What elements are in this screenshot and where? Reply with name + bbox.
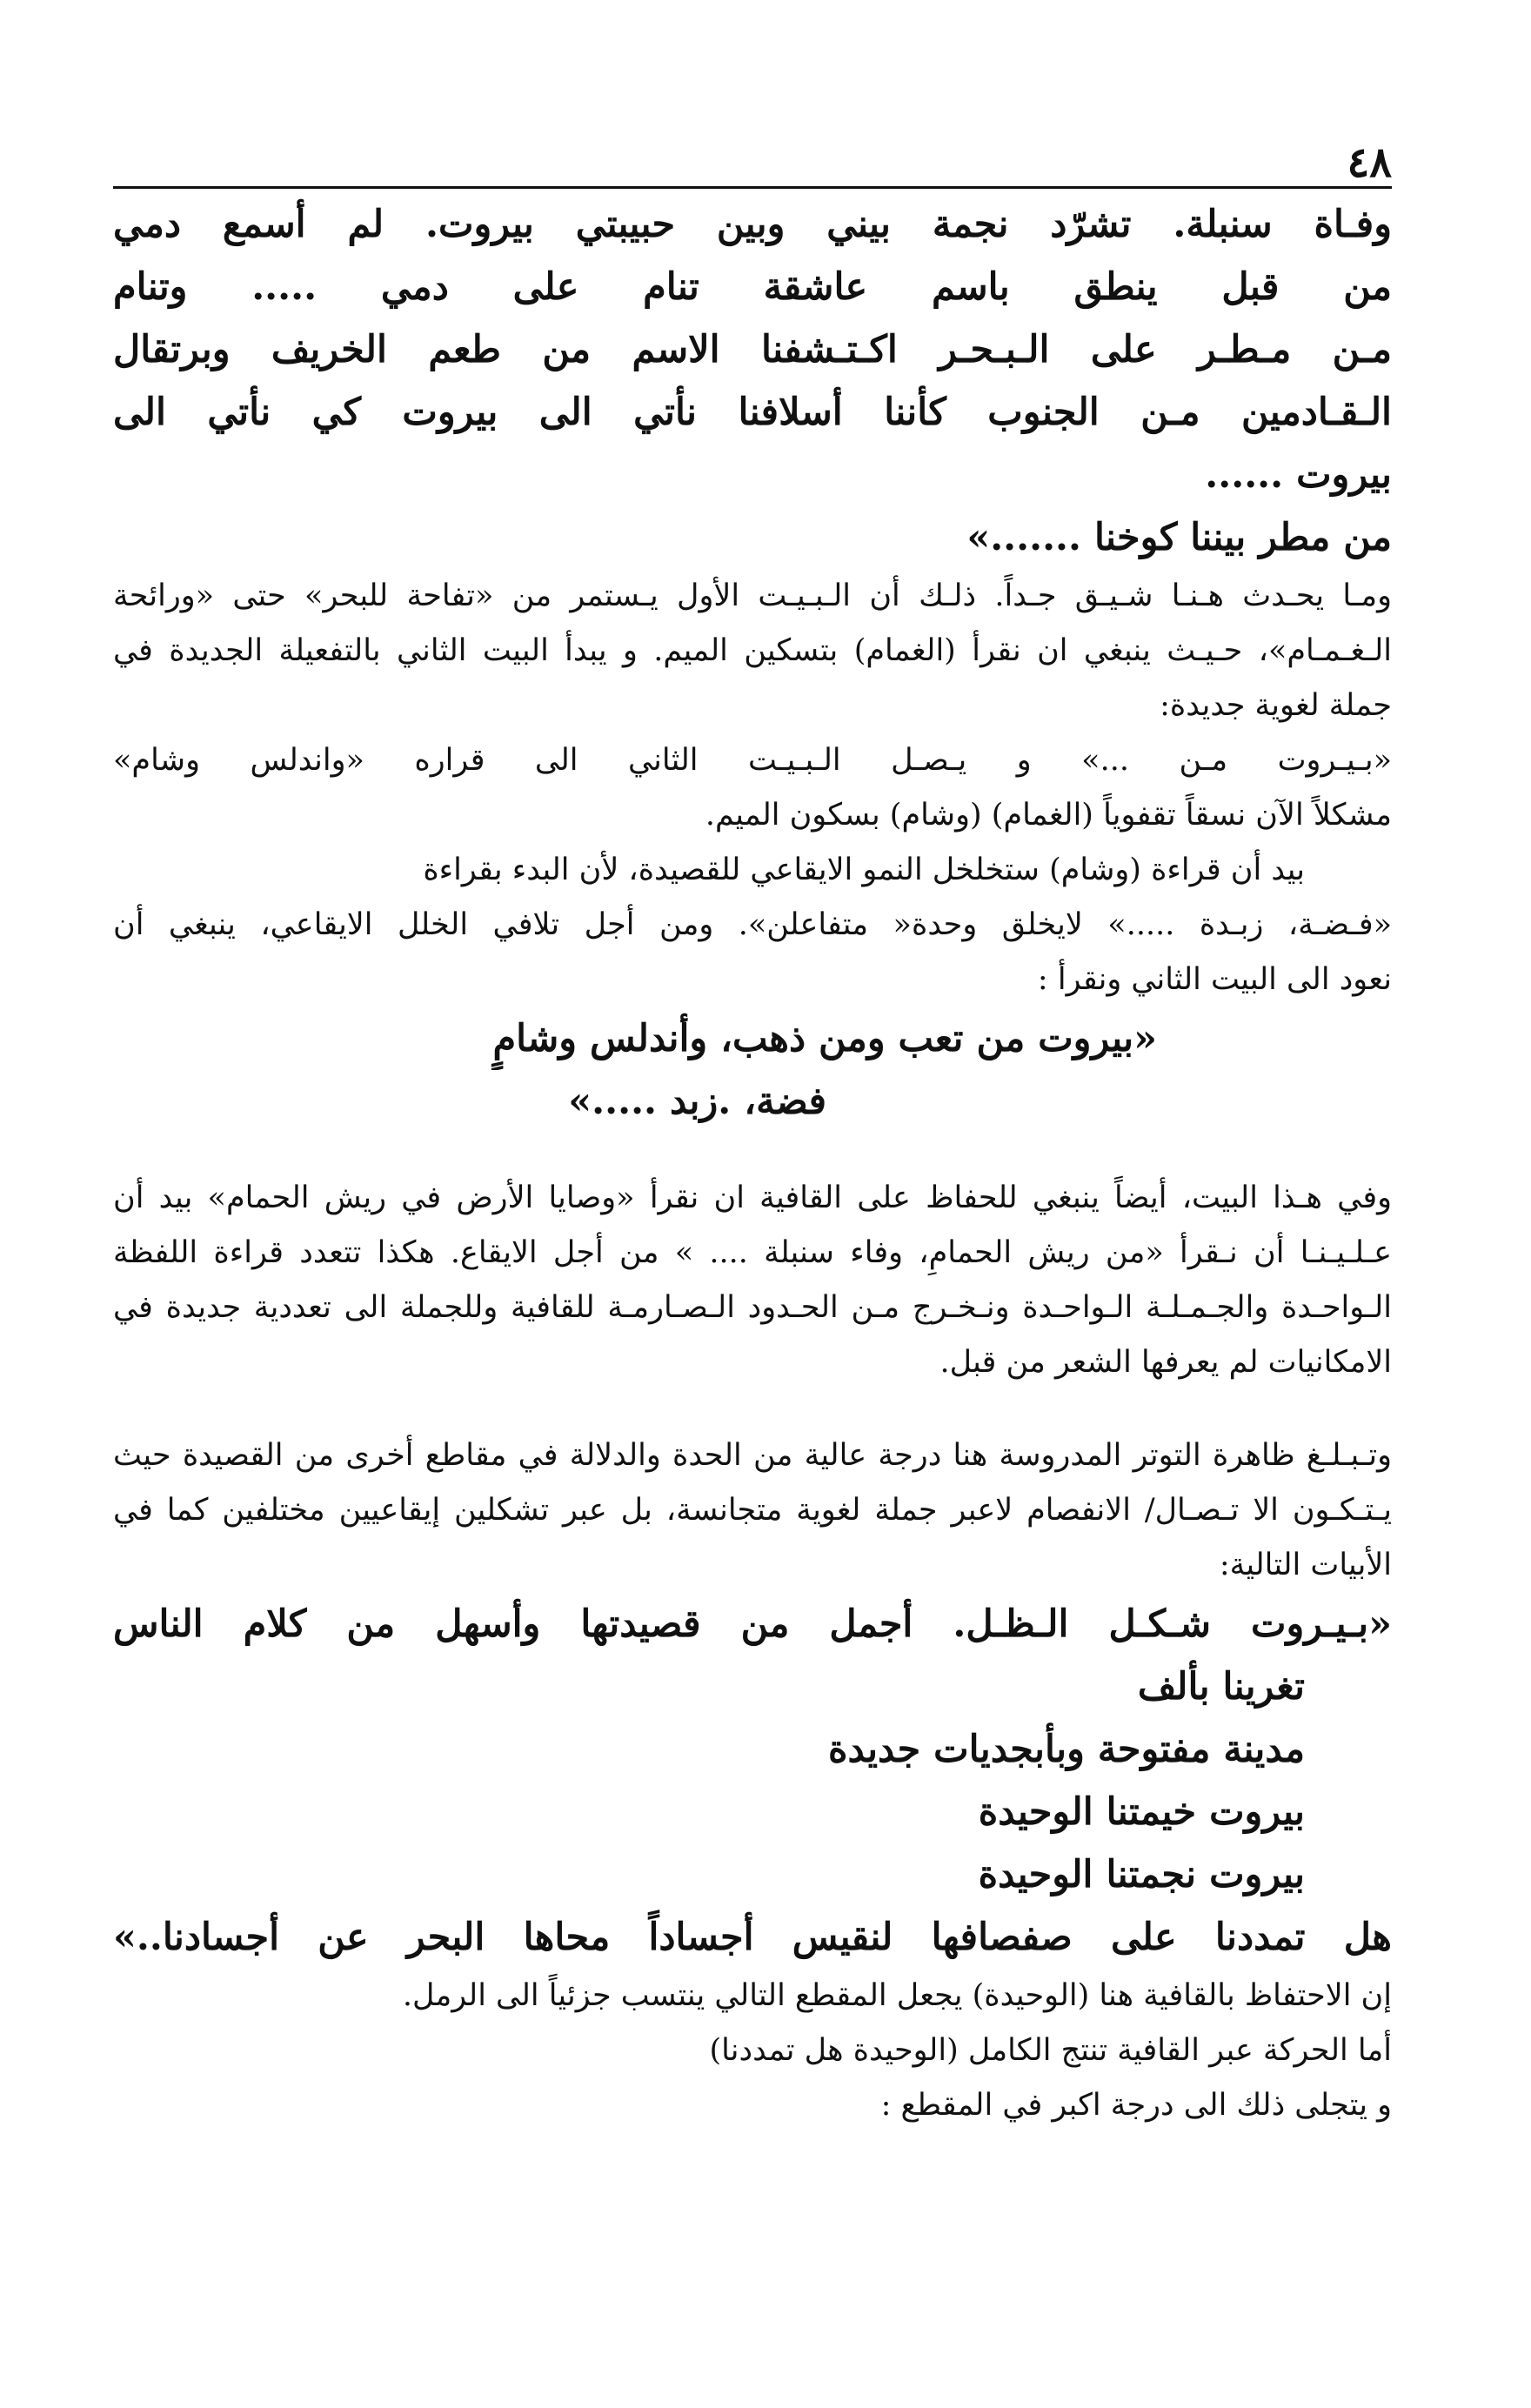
poem-line: مـن مـطـر على الـبـحـر اكـتـشفنا الاسم من طعم الخريف وبرتقال <box>113 328 1392 371</box>
prose-line: الأبيات التالية: <box>1219 1548 1392 1582</box>
prose-line: وفي هـذا البيت، أيضاً ينبغي للحفاظ على القافية ان نقرأ «وصايا الأرض في ريش الحمام» بيد أن <box>113 1181 1392 1215</box>
prose-line: نعود الى البيت الثاني ونقرأ : <box>1037 962 1392 997</box>
header-rule <box>113 186 1392 189</box>
prose-line: الامكانيات لم يعرفها الشعر من قبل. <box>939 1345 1392 1380</box>
prose-line: الـغـمـام»، حـيـث ينبغي ان نقرأ (الغمام) بتسكين الميم. و يبدأ البيت الثاني بالتفعيلة الجديدة في <box>113 633 1392 668</box>
poem-line: بيروت خيمتنا الوحيدة <box>978 1790 1305 1834</box>
poem-line: تغرينا بألف <box>1137 1665 1305 1709</box>
paragraph-gap <box>113 1390 1392 1428</box>
prose-line: وتـبـلـغ ظاهرة التوتر المدروسة هنا درجة عالية من الحدة والدلالة في مقاطع أخرى من القصيدة حيث <box>113 1438 1392 1473</box>
poem-line: فضة، .زبد .....» <box>568 1080 826 1123</box>
prose-line: «فـضـة، زبـدة .....» لايخلق وحدة« متفاعلن». ومن أجل تلافي الخلل الايقاعي، ينبغي أن <box>113 907 1392 942</box>
poem-line: مدينة مفتوحة وبأبجديات جديدة <box>827 1728 1305 1771</box>
poem-line: «بـيـروت شـكـل الـظـل. أجمل من قصيدتها وأسهل من كلام الناس <box>113 1602 1392 1646</box>
prose-line: يـتـكـون الا تـصـال/ الانفصام لاعبر جملة لغوية متجانسة، بل عبر تشكلين إيقاعيين مختلفين كما في <box>113 1493 1392 1528</box>
prose-line: ومـا يحـدث هـنـا شـيـق جـداً. ذلـك أن الـبـيـت الأول يـستمر من «تفاحة للبحر» حتى «ورائحة <box>113 579 1392 613</box>
poem-line: بيروت ...... <box>1205 453 1392 497</box>
poem-line: بيروت نجمتنا الوحيدة <box>978 1853 1305 1896</box>
prose-line: جملة لغوية جديدة: <box>1160 688 1392 723</box>
prose-line: بيد أن قراءة (وشام) ستخلخل النمو الايقاعي للقصيدة، لأن البدء بقراءة <box>423 853 1305 887</box>
prose-line: أما الحركة عبر القافية تنتج الكامل (الوحيدة هل تمددنا) <box>709 2033 1392 2068</box>
poem-line: من قبل ينطق باسم عاشقة تنام على دمي ..... وتنام <box>113 265 1392 309</box>
prose-line: إن الاحتفاظ بالقافية هنا (الوحيدة) يجعل المقطع التالي ينتسب جزئياً الى الرمل. <box>402 1978 1392 2013</box>
prose-line: و يتجلى ذلك الى درجة اكبر في المقطع : <box>880 2088 1392 2123</box>
page-number: ٤٨ <box>1347 138 1392 187</box>
prose-line: مشكلاً الآن نسقاً تقفوياً (الغمام) (وشام) بسكون الميم. <box>705 798 1392 833</box>
poem-line: «بيروت من تعب ومن ذهب، وأندلس وشامٍ <box>492 1017 1157 1060</box>
prose-line: «بـيـروت مـن ...» و يـصـل الـبـيـت الثاني الى قراره «واندلس وشام» <box>113 743 1392 778</box>
poem-line: وفـاة سنبلة. تشرّد نجمة بيني وبين حبيبتي بيروت. لم أسمع دمي <box>113 203 1392 246</box>
prose-line: عـلـيـنـا أن نـقرأ «من ريش الحمامِ، وفاء سنبلة .... » من أجل الايقاع. هكذا تتعدد قراءة اللفظة <box>113 1235 1392 1270</box>
prose-line: الـواحـدة والجـمـلـة الـواحـدة ونـخـرج مـن الحـدود الـصـارمـة للقافية وللجملة الى تعددية جديدة في <box>113 1290 1392 1325</box>
poem-line: الـقـادمين مـن الجنوب كأننا أسلافنا نأتي الى بيروت كي نأتي الى <box>113 391 1392 434</box>
poem-line: من مطر بيننا كوخنا .......» <box>966 516 1392 559</box>
page-body <box>113 193 1392 2133</box>
poem-line: هل تمددنا على صفصافها لنقيس أجساداً محاها البحر عن أجسادنا..» <box>113 1916 1392 1959</box>
book-page <box>113 0 1392 2408</box>
paragraph-gap <box>113 1133 1392 1171</box>
